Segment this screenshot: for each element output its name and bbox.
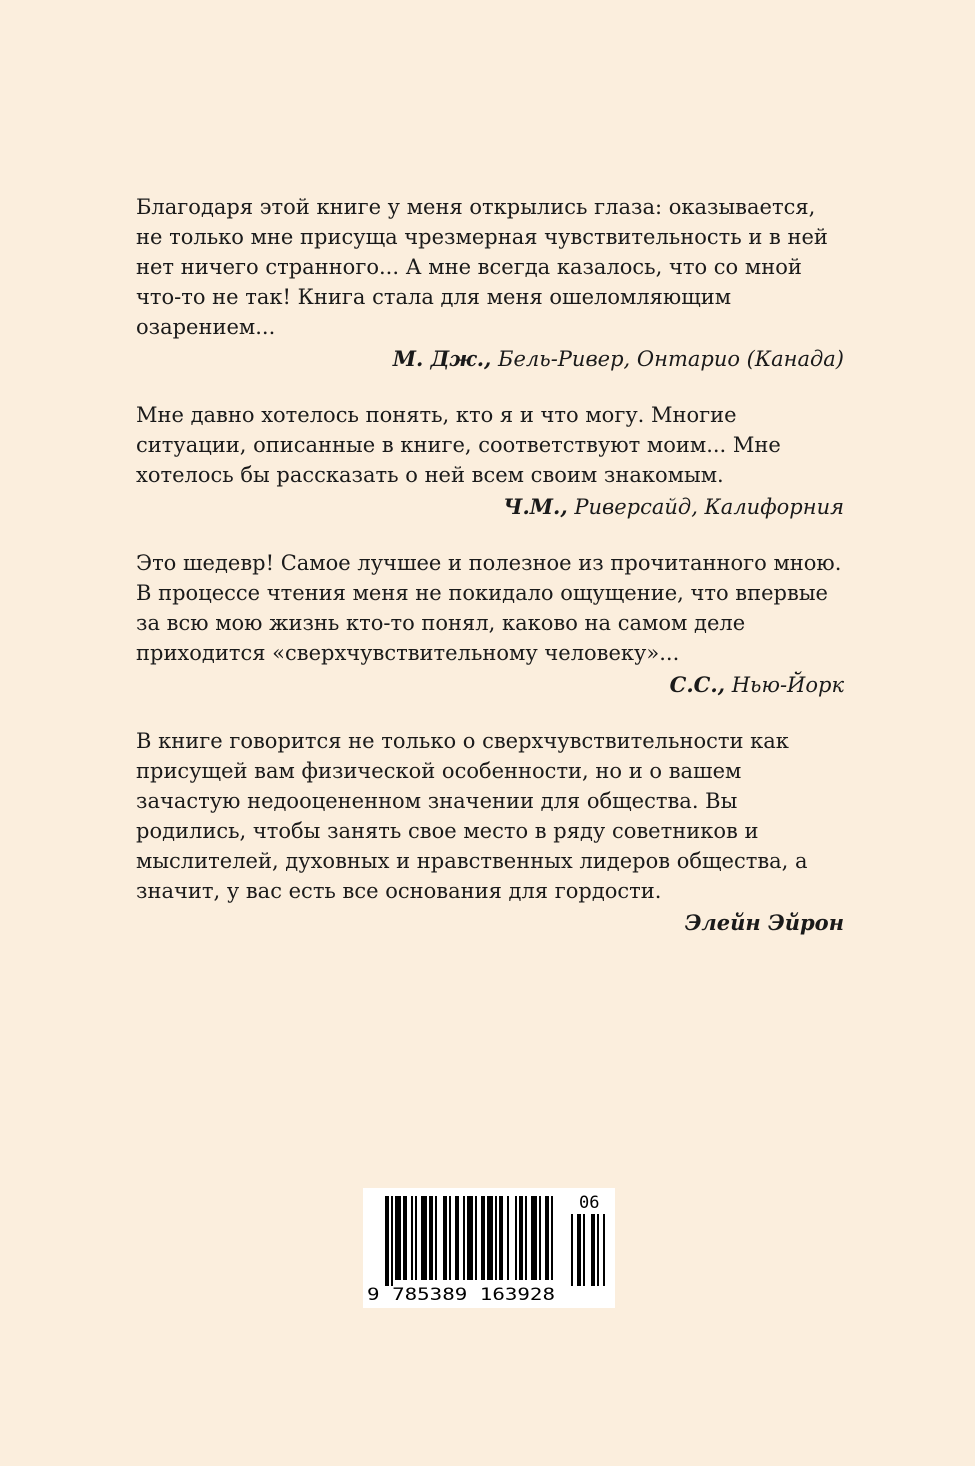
review-author	[136, 908, 844, 938]
barcode-bar	[463, 1196, 465, 1280]
review-1	[136, 192, 844, 374]
barcode-digits: 9 785389 163928	[367, 1285, 555, 1305]
barcode-bar	[499, 1196, 503, 1280]
review-author-place: Риверсайд, Калифорния	[574, 495, 844, 519]
barcode-addon-bar	[571, 1214, 573, 1286]
reviews-section	[136, 192, 844, 964]
barcode-bar	[403, 1196, 407, 1280]
barcode-bar	[455, 1196, 459, 1280]
barcode-bar	[421, 1196, 427, 1280]
barcode-bar	[395, 1196, 401, 1280]
barcode-bar	[539, 1196, 541, 1280]
review-3	[136, 548, 844, 700]
barcode-bar	[429, 1196, 433, 1280]
review-author	[136, 670, 844, 700]
review-2	[136, 400, 844, 522]
review-4	[136, 726, 844, 938]
barcode-bar	[551, 1196, 553, 1280]
barcode-bar	[467, 1196, 473, 1280]
barcode-bar	[487, 1196, 493, 1280]
barcode-addon-bar	[603, 1214, 605, 1286]
barcode-graphic	[363, 1188, 615, 1308]
review-author	[136, 492, 844, 522]
review-author-name: Ч.М.,	[503, 494, 568, 519]
barcode-bar	[495, 1196, 497, 1280]
barcode-bar	[519, 1196, 523, 1280]
barcode-bar	[449, 1196, 451, 1280]
review-text: В книге говорится не только о сверхчувствительности как присущей вам физической особенности, но и о вашем зачастую недооцененном значении для общества. Вы родились, чтобы занять свое место в ряду советников и мыслителей, духовных и нравственных лидеров общества, а значит, у вас есть все основания для гордости.	[136, 729, 808, 903]
barcode-bar	[545, 1196, 549, 1280]
review-author-place: Бель-Ривер, Онтарио (Канада)	[498, 347, 844, 371]
barcode-bars	[385, 1196, 605, 1286]
isbn-barcode	[363, 1188, 615, 1308]
barcode-bar	[443, 1196, 447, 1280]
review-author	[136, 344, 844, 374]
barcode-addon-digits: 06	[579, 1193, 600, 1213]
barcode-addon-bar	[597, 1214, 599, 1286]
barcode-bar	[475, 1196, 477, 1280]
barcode-bar	[435, 1196, 437, 1280]
barcode-addon-bar	[591, 1214, 595, 1286]
review-author-name: М. Дж.,	[392, 346, 492, 371]
barcode-bar	[385, 1196, 389, 1286]
barcode-bar	[391, 1196, 393, 1286]
review-text: Мне давно хотелось понять, кто я и что могу. Многие ситуации, описанные в книге, соответствуют моим... Мне хотелось бы рассказать о ней всем своим знакомым.	[136, 403, 781, 487]
review-author-name: С.С.,	[669, 672, 726, 697]
barcode-bar	[415, 1196, 417, 1280]
review-text: Благодаря этой книге у меня открылись глаза: оказывается, не только мне присуща чрезмерная чувствительность и в ней нет ничего странного... А мне всегда казалось, что со мной что-то не так! Книга стала для меня ошеломляющим озарением...	[136, 195, 828, 339]
review-author-place: Нью-Йорк	[731, 673, 844, 697]
barcode-addon-bar	[577, 1214, 581, 1286]
barcode-addon-bar	[583, 1214, 585, 1286]
barcode-bar	[525, 1196, 527, 1280]
barcode-bar	[481, 1196, 485, 1280]
barcode-bar	[411, 1196, 413, 1280]
review-text: Это шедевр! Самое лучшее и полезное из прочитанного мною. В процессе чтения меня не покидало ощущение, что впервые за всю мою жизнь кто-то понял, каково на самом деле приходится «сверхчувствительному человеку»...	[136, 551, 842, 665]
review-author-name: Элейн Эйрон	[684, 910, 844, 935]
barcode-bar	[515, 1196, 517, 1280]
barcode-bar	[507, 1196, 509, 1280]
barcode-bar	[531, 1196, 537, 1280]
